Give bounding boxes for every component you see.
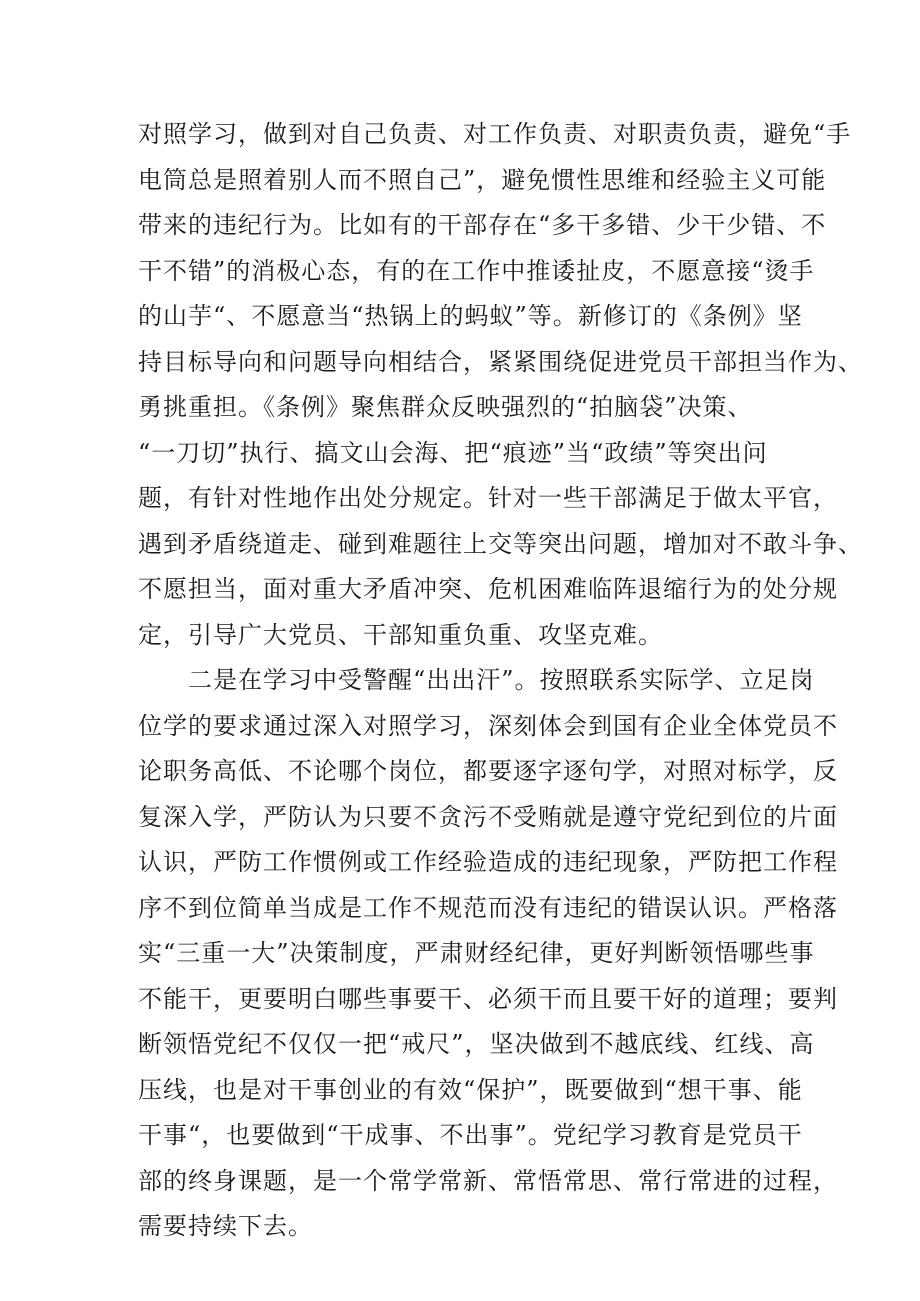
text-line: 对照学习，做到对自己负责、对工作负责、对职责负责，避免“手 (138, 120, 852, 148)
text-line: 带来的违纪行为。比如有的干部存在“多干多错、少干少错、不 (138, 211, 827, 239)
text-line: 压线，也是对干事创业的有效“保护”，既要做到“想干事、能 (138, 1075, 803, 1104)
body-text (138, 112, 863, 1250)
text-line: 干事“，也要做到“干成事、不出事”。党纪学习教育是党员干 (138, 1121, 803, 1149)
text-line: “一刀切”执行、搞文山会海、把“痕迹”当“政绩”等突出问 (138, 438, 768, 467)
text-line: 实“三重一大”决策制度，严肃财经纪律，更好判断领悟哪些事 (138, 939, 815, 967)
text-line: 论职务高低、不论哪个岗位，都要逐字逐句学，对照对标学，反 (138, 757, 838, 785)
text-line: 遇到矛盾绕道走、碰到难题往上交等突出问题，增加对不敢斗争、 (138, 529, 863, 558)
text-line: 不能干，更要明白哪些事要干、必须干而且要干好的道理；要判 (138, 984, 838, 1013)
text-line: 序不到位简单当成是工作不规范而没有违纪的错误认识。严格落 (138, 893, 838, 922)
text-line: 定，引导广大党员、干部知重负重、攻坚克难。 (138, 620, 663, 649)
text-line: 断领悟党纪不仅仅一把“戒尺”，坚决做到不越底线、红线、高 (138, 1030, 815, 1058)
text-line: 题，有针对性地作出处分规定。针对一些干部满足于做太平官， (138, 484, 838, 512)
text-line: 复深入学，严防认为只要不贪污不受贿就是遵守党纪到位的片面 (138, 802, 838, 831)
text-line: 认识，严防工作惯例或工作经验造成的违纪现象，严防把工作程 (138, 848, 838, 876)
text-line: 位学的要求通过深入对照学习，深刻体会到国有企业全体党员不 (138, 711, 838, 740)
text-line: 部的终身课题，是一个常学常新、常悟常思、常行常进的过程， (138, 1166, 838, 1195)
text-line: 二是在学习中受警醒“出出汗”。按照联系实际学、立足岗 (138, 666, 815, 694)
text-line: 的山芋“、不愿意当“热锅上的蚂蚁”等。新修订的《条例》坚 (138, 302, 803, 330)
text-line: 勇挑重担。《条例》聚焦群众反映强烈的“拍脑袋”决策、 (138, 393, 753, 421)
text-line: 电筒总是照着别人而不照自己”，避免惯性思维和经验主义可能 (138, 165, 827, 194)
text-line: 干不错”的消极心态，有的在工作中推诿扯皮，不愿意接“烫手 (138, 256, 815, 285)
text-line: 不愿担当，面对重大矛盾冲突、危机困难临阵退缩行为的处分规 (138, 575, 838, 603)
text-line: 需要持续下去。 (138, 1212, 313, 1240)
text-line: 持目标导向和问题导向相结合，紧紧围绕促进党员干部担当作为、 (138, 347, 863, 376)
